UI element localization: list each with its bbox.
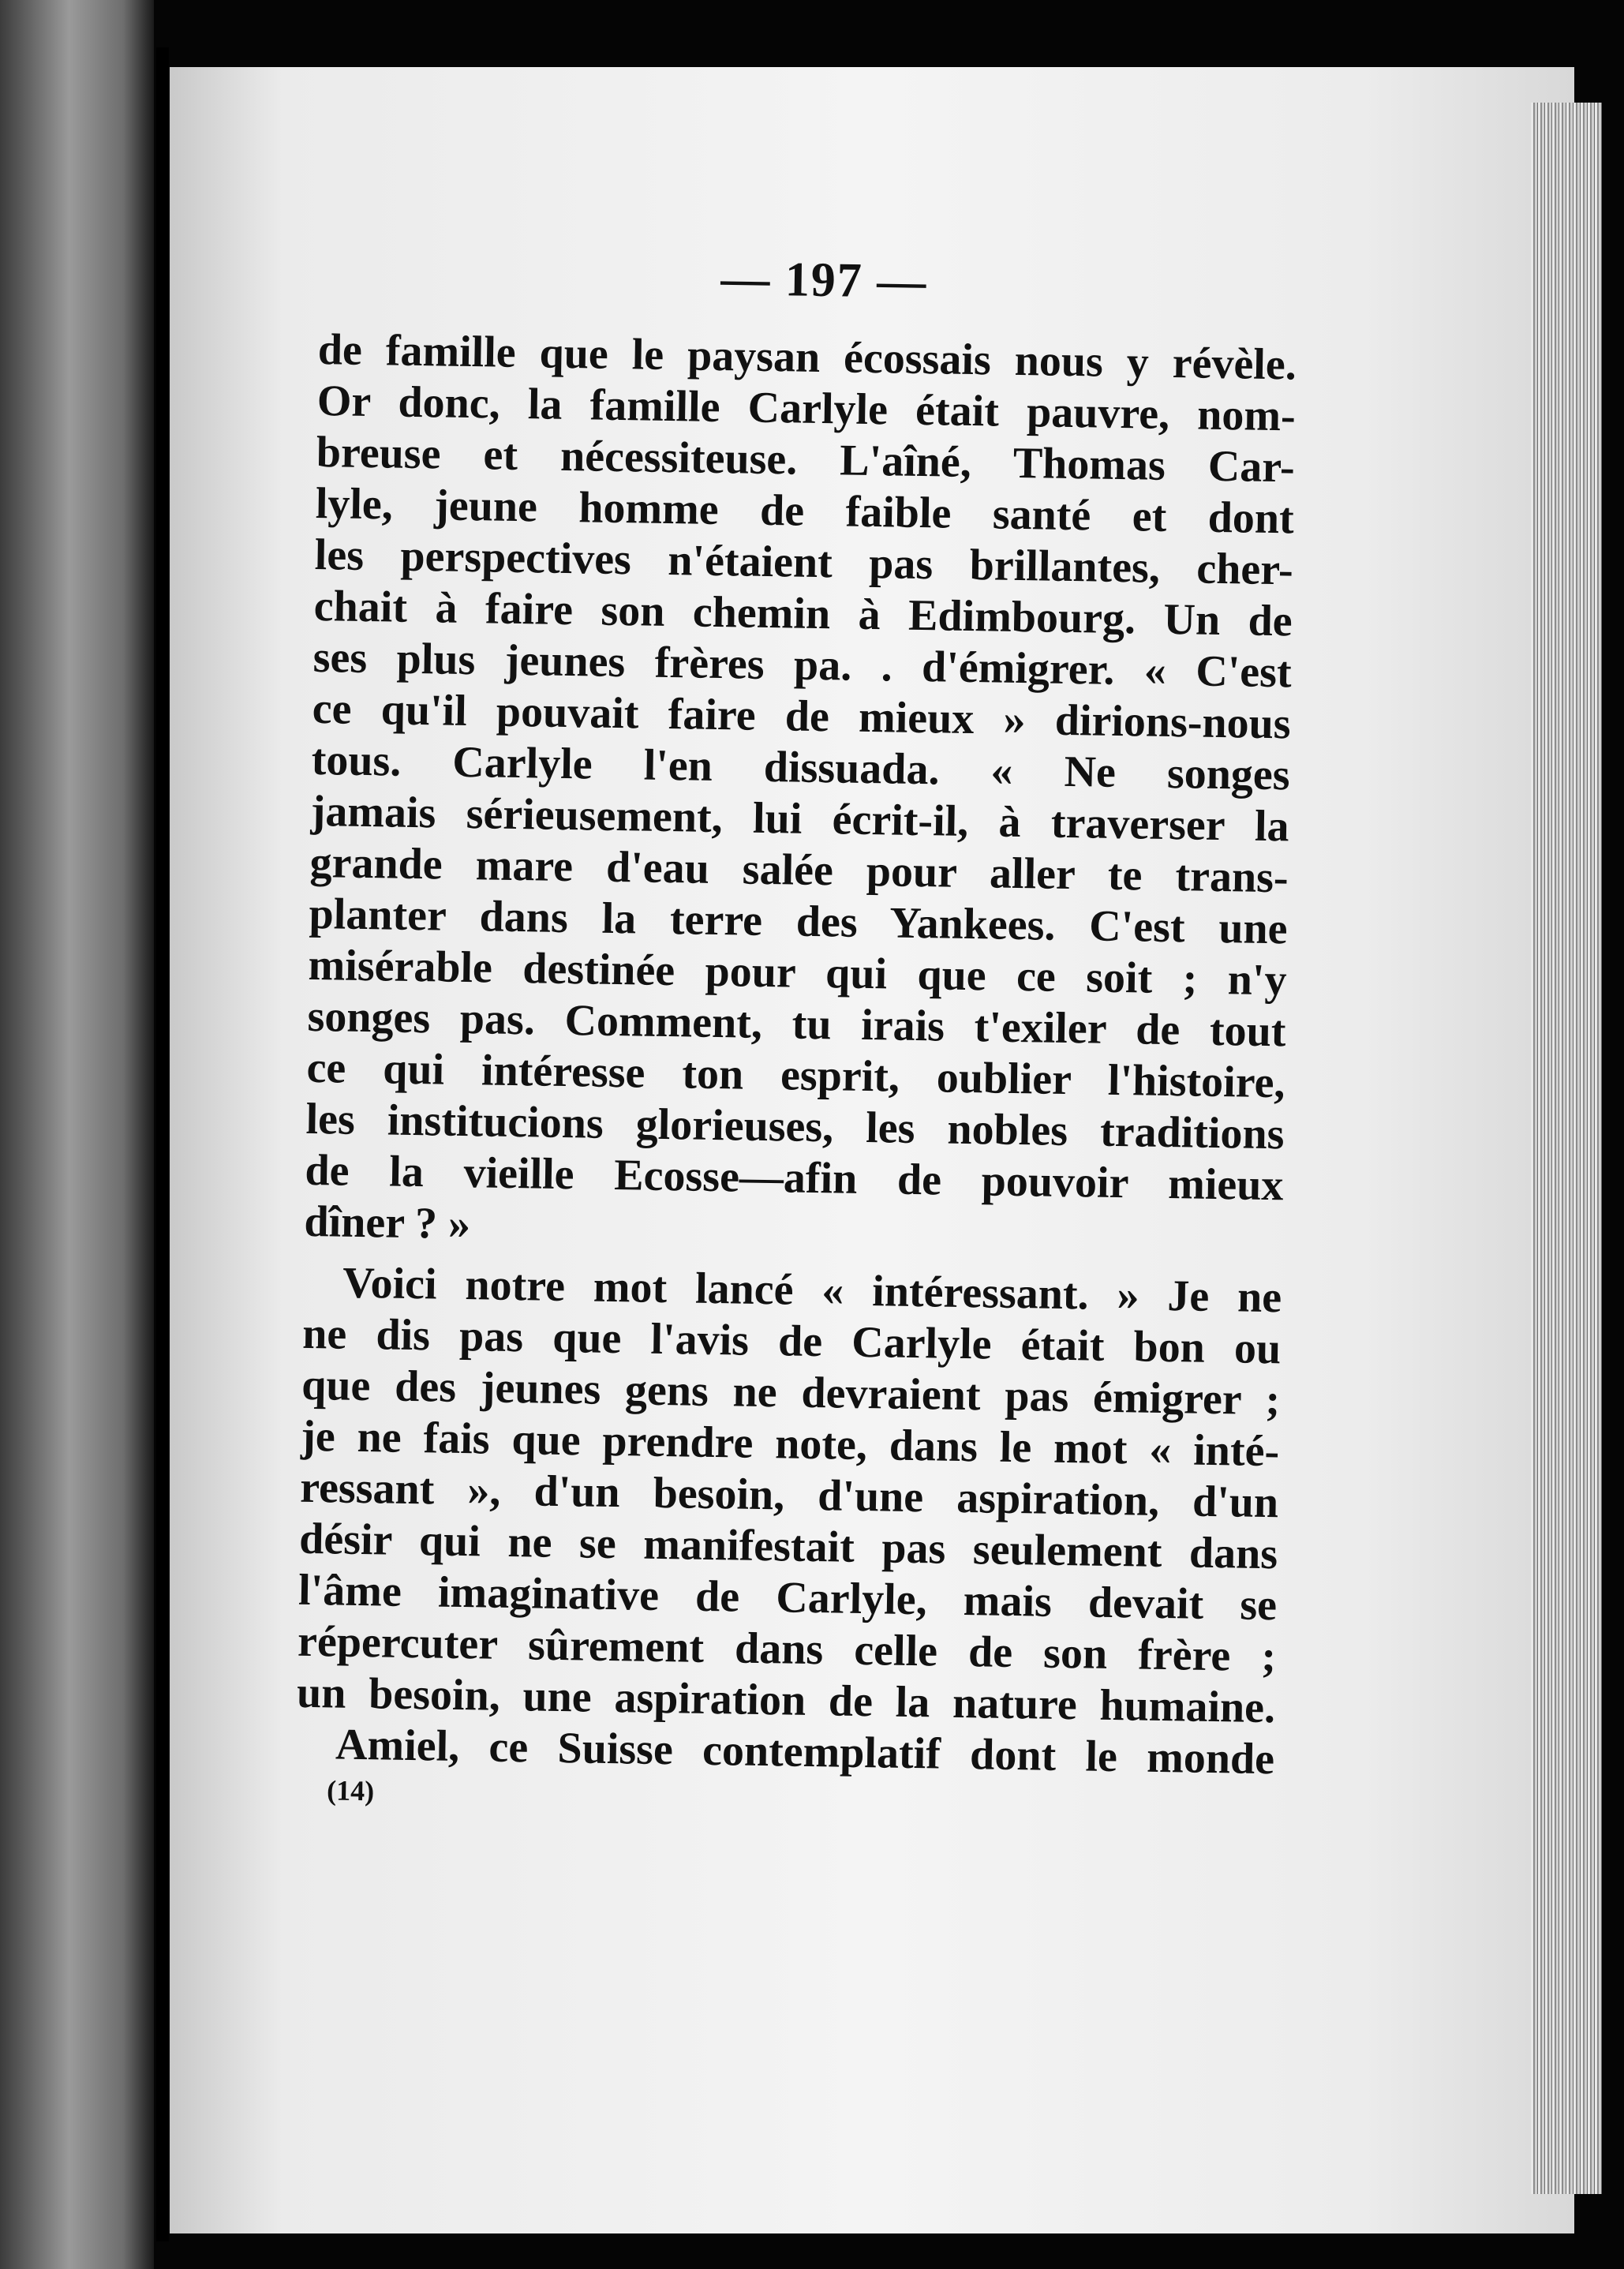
text-line: chait à faire son chemin à Edimbourg. Un de [313,581,1293,646]
text-line: répercuter sûrement dans celle de son frère ; [297,1616,1277,1682]
text-line: ce qui intéresse ton esprit, oublier l'histoire, [306,1043,1285,1108]
text-line: misérable destinée pour qui que ce soit ; n'y [308,940,1287,1005]
text-line: désir qui ne se manifestait pas seulement dans [298,1514,1278,1579]
signature-mark: (14) [326,1774,375,1807]
text-line: les institucions glorieuses, les nobles traditions [305,1094,1285,1159]
text-line: dîner ? » [304,1196,471,1249]
text-line: un besoin, une aspiration de la nature humaine. [296,1668,1276,1733]
text-line: planter dans la terre des Yankees. C'est une [309,889,1289,954]
text-line: que des jeunes gens ne devraient pas émigrer ; [301,1360,1281,1425]
page-stack-edges [1531,103,1602,2194]
text-line: de la vieille Ecosse—afin de pouvoir mieux [305,1145,1284,1211]
text-line: Amiel, ce Suisse contemplatif dont le monde [335,1720,1275,1784]
text-line: l'âme imaginative de Carlyle, mais devait se [297,1565,1278,1631]
page-text-block [295,245,1298,1822]
text-line: ne dis pas que l'avis de Carlyle était bon ou [301,1309,1282,1374]
text-line: songes pas. Comment, tu irais t'exiler de tout [307,991,1286,1057]
text-line: ce qu'il pouvait faire de mieux » dirions-nous [312,683,1292,749]
text-line: les perspectives n'étaient pas brillantes, cher- [314,530,1294,595]
text-line: Or donc, la famille Carlyle était pauvre, nom- [316,376,1297,441]
text-line: breuse et nécessiteuse. L'aîné, Thomas Car- [316,427,1296,492]
text-line: tous. Carlyle l'en dissuada. « Ne songes [311,735,1291,800]
text-line: grande mare d'eau salée pour aller te trans- [309,837,1289,903]
previous-page-edge [0,0,154,2269]
text-line: ressant », d'un besoin, d'une aspiration, d'un [299,1462,1279,1528]
text-line: je ne fais que prendre note, dans le mot « inté- [300,1411,1280,1477]
text-line: Voici notre mot lancé « intéressant. » Je ne [342,1258,1282,1323]
text-line: jamais sérieusement, lui écrit-il, à traverser la [310,786,1290,852]
text-line: lyle, jeune homme de faible santé et dont [315,478,1295,544]
book-spine [156,47,169,2241]
text-line: ses plus jeunes frères pa. . d'émigrer. « C'est [312,632,1293,698]
page-number: — 197 — [720,251,928,309]
text-line: de famille que le paysan écossais nous y révèle. [317,324,1297,390]
